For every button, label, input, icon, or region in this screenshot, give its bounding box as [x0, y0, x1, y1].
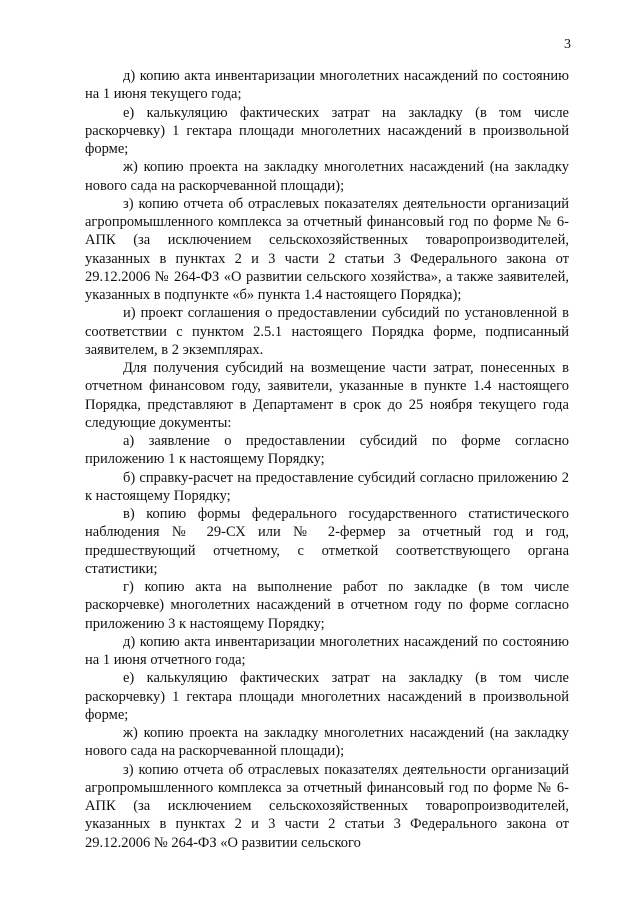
paragraph-d-inventory-current-year: д) копию акта инвентаризации многолетних насаждений по состоянию на 1 июня текущего года; [85, 68, 569, 103]
paragraph-intro-reporting-year: Для получения субсидий на возмещение части затрат, понесенных в отчетном финансовом году, заявители, указанные в пункте 1.4 настоящего Порядка, представляют в Департамент в срок до 25 ноября текущего года следующие документы: [85, 360, 569, 431]
paragraph-zh-project-copy-current: ж) копию проекта на закладку многолетних насаждений (на закладку нового сада на раскорчеванной площади); [85, 159, 569, 194]
document-body [85, 67, 569, 852]
paragraph-zh-project-copy-reporting: ж) копию проекта на закладку многолетних насаждений (на закладку нового сада на раскорчеванной площади); [85, 725, 569, 760]
paragraph-a-application: а) заявление о предоставлении субсидий по форме согласно приложению 1 к настоящему Порядку; [85, 433, 569, 468]
paragraph-g-work-act: г) копию акта на выполнение работ по закладке (в том числе раскорчевке) многолетних насаждений в отчетном году по форме согласно приложению 3 к настоящему Порядку; [85, 579, 569, 632]
paragraph-z-report-copy-reporting: з) копию отчета об отраслевых показателях деятельности организаций агропромышленного комплекса за отчетный финансовый год по форме № 6-АПК (за исключением сельскохозяйственных товаропроизводителей, указанных в пунктах 2 и 3 части 2 статьи 3 Федерального закона от 29.12.2006 № 264-ФЗ «О развитии сельского [85, 761, 569, 851]
paragraph-v-statistics-form: в) копию формы федерального государственного статистического наблюдения № 29-СХ или № 2-фермер за отчетный год и год, предшествующий отчетному, с отметкой соответствующего органа статистики; [85, 506, 569, 577]
paragraph-e-cost-calculation-current: е) калькуляцию фактических затрат на закладку (в том числе раскорчевку) 1 гектара площади многолетних насаждений в произвольной форме; [85, 104, 569, 157]
paragraph-e-cost-calculation-reporting: е) калькуляцию фактических затрат на закладку (в том числе раскорчевку) 1 гектара площади многолетних насаждений в произвольной форме; [85, 670, 569, 723]
paragraph-z-report-copy-current: з) копию отчета об отраслевых показателях деятельности организаций агропромышленного комплекса за отчетный финансовый год по форме № 6-АПК (за исключением сельскохозяйственных товаропроизводителей, указанных в пунктах 2 и 3 части 2 статьи 3 Федерального закона от 29.12.2006 № 264-ФЗ «О развитии сельского хозяйства», а также заявителей, указанных в подпункте «б» пункта 1.4 настоящего Порядка); [85, 195, 569, 303]
page-number: 3 [564, 37, 571, 52]
paragraph-b-calculation-certificate: б) справку-расчет на предоставление субсидий согласно приложению 2 к настоящему Порядку; [85, 469, 569, 504]
paragraph-i-agreement-draft: и) проект соглашения о предоставлении субсидий по установленной в соответствии с пунктом 2.5.1 настоящего Порядка форме, подписанный заявителем, в 2 экземплярах. [85, 305, 569, 358]
paragraph-d-inventory-reporting-year: д) копию акта инвентаризации многолетних насаждений по состоянию на 1 июня отчетного года; [85, 633, 569, 668]
